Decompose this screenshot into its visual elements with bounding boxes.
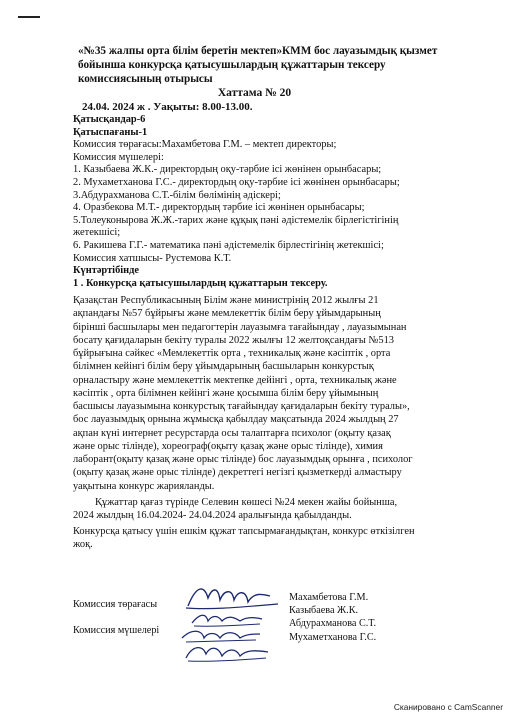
paragraph-line: уақытына конкурс жарияланды.	[73, 480, 215, 492]
scanner-watermark: Сканировано с CamScanner	[393, 702, 503, 712]
attendance-block	[73, 114, 473, 290]
attendance-line: жетекшісі;	[73, 227, 121, 239]
attendance-line: Комиссия хатшысы- Рустемова К.Т.	[73, 252, 232, 264]
attendance-line: 4. Оразбекова М.Т.- директордың тәрбие ісі жөнінен орынбасары;	[73, 202, 365, 214]
signature-names	[289, 591, 376, 644]
paragraph-line: бұйрығына сәйкес «Мемлекеттік орта , техникалық және кәсіптік , орта	[73, 348, 391, 359]
chair-label: Комиссия төрағасы	[73, 599, 158, 610]
paragraph-line: Қазақстан Республикасының Білім және министрінің 2012 жылғы 21	[73, 295, 379, 306]
attendance-line: 3.Абдурахманова С.Т.-білім бөлімінің әдіскері;	[73, 189, 281, 201]
paragraph-line: орналастыру және мемлекеттік мектепке дейінгі , орта, техникалық және	[73, 374, 397, 386]
attendance-line: Комиссия мүшелері:	[73, 151, 164, 163]
attendance-line: 6. Ракишева Г.Г.- математика пәні әдістемелік бірлестігінің жетекшісі;	[73, 239, 384, 251]
attendance-line: 5.Толеуконырова Ж.Ж.-тарих және құқық пәні әдістемелік бірлегістігінің	[73, 214, 399, 226]
signatory-name: Казыбаева Ж.К.	[289, 605, 359, 617]
attendance-line: 2. Мухаметханова Г.С.- директордың оқу-тәрбие ісі жөнінен орынбасары;	[73, 176, 400, 188]
signatory-name: Абдурахманова С.Т.	[289, 618, 377, 630]
paragraph-line: білімнен кейінгі білім беру ұйымдарының басшыларын конкурстық	[73, 361, 374, 373]
paragraph-line: ақпандағы №57 бұйрығы және мемлекеттік білім беру ұйымдарының	[73, 308, 381, 320]
absent-count: Қатыспағаны-1	[73, 126, 148, 138]
protocol-number: Хаттама № 20	[217, 87, 292, 99]
signature-member-3	[182, 642, 272, 666]
paragraph-line: жоқ.	[73, 539, 93, 551]
paragraph-line: босату қағидаларын бекіту туралы 2022 жылғы 12 желтоқсандағы №513	[73, 334, 394, 346]
paragraph-line: (оқыту қазақ және орыс тілінде) декреттегі негізгі қызметкерді алмастыру	[73, 467, 402, 479]
header-title-line-1: «№35 жалпы орта білім беретін мектеп»КММ бос лауазымдық қызмет	[78, 45, 438, 57]
paragraph-line: кәсіптік , орта білімнен кейінгі және қосымша білім беру ұйымының	[73, 387, 379, 399]
paragraph-line: Конкурсқа қатысу үшін ешкім құжат тапсырмағандықтан, конкурс өткізілген	[73, 526, 415, 537]
documents-paragraph	[73, 496, 473, 523]
attendance-line: Комиссия төрағасы:Махамбетова Г.М. – мектеп директоры;	[73, 139, 337, 151]
signatory-name: Махамбетова Г.М.	[289, 592, 369, 603]
paragraph-line: лаборант(оқыту қазақ және орыс тілінде) бос лауазымдық орынға , психолог	[73, 454, 413, 465]
paragraph-line: бірінші басшылары мен педагогтерін лауазымға тағайындау , лауазымынан	[73, 321, 407, 333]
paragraph-line: ақпан күні интернет ресурстарда осы талаптарға психолог (оқыту қазақ	[73, 427, 391, 439]
members-label: Комиссия мүшелері	[73, 625, 160, 636]
paragraph-line: басшысы лауазымына конкурстық тағайындау қағидаларын бекіту туралы»,	[73, 401, 410, 412]
present-count: Қатысқандар-6	[73, 114, 146, 125]
document-header	[78, 44, 478, 87]
paragraph-line: 2024 жылдың 16.04.2024- 24.04.2024 аралығында қабылданды.	[73, 510, 352, 522]
header-title-line-2: бойынша конкурсқа қатысушылардың құжаттарын тексеру	[78, 59, 386, 72]
scan-mark	[18, 16, 40, 18]
signatory-name: Мухаметханова Г.С.	[289, 631, 377, 643]
paragraph-line: бос лауазымдық орнына жұмысқа қабылдау мақсатында 2024 жылдың 27	[73, 414, 399, 426]
main-paragraph	[73, 294, 473, 493]
header-title-line-3: комиссиясының отырысы	[78, 73, 213, 86]
paragraph-line: Құжаттар қағаз түрінде Селевин көшесі №24 мекен жайы бойынша,	[95, 497, 398, 508]
agenda-heading: Күнтәртібінде	[73, 265, 140, 277]
meeting-date-time: 24.04. 2024 ж . Уақыты: 8.00-13.00.	[82, 101, 253, 113]
attendance-line: 1. Казыбаева Ж.К.- директордың оқу-тәрбие ісі жөнінен орынбасары;	[73, 164, 382, 176]
conclusion-paragraph	[73, 525, 473, 552]
paragraph-line: және орыс тілінде), хореограф(оқыту қазақ және орыс тілінде), химия	[73, 440, 383, 452]
agenda-item-1: 1 . Конкурсқа қатысушылардың құжаттарын тексеру.	[73, 277, 328, 289]
